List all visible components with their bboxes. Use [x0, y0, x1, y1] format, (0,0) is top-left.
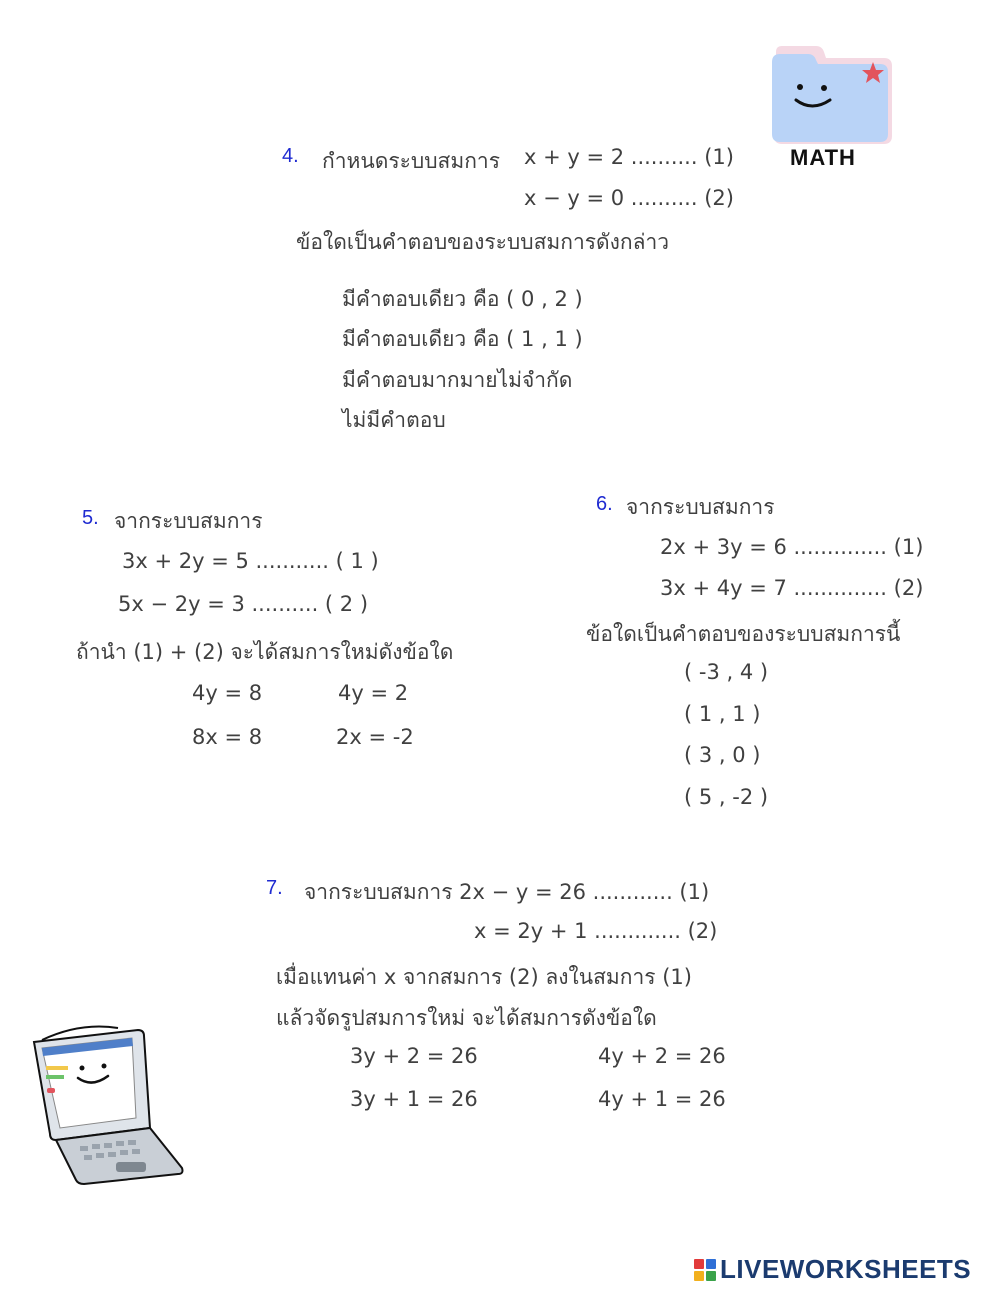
q4-option-4[interactable]: ไม่มีคำตอบ	[342, 408, 446, 432]
laptop-sticker	[20, 1018, 190, 1188]
q7-option-2[interactable]: 4y + 2 = 26	[598, 1044, 726, 1068]
q7-option-3[interactable]: 3y + 1 = 26	[350, 1087, 478, 1111]
q5-option-2[interactable]: 4y = 2	[338, 681, 409, 705]
q5-option-1[interactable]: 4y = 8	[192, 681, 263, 705]
q4-question: ข้อใดเป็นคำตอบของระบบสมการดังกล่าว	[296, 230, 670, 254]
liveworksheets-logo	[694, 1254, 971, 1285]
q5-option-4[interactable]: 2x = -2	[336, 725, 414, 749]
q5-question: ถ้านำ (1) + (2) จะได้สมการใหม่ดังข้อใด	[76, 640, 454, 664]
q4-option-1[interactable]: มีคำตอบเดียว คือ ( 0 , 2 )	[342, 287, 583, 311]
q5-option-3[interactable]: 8x = 8	[192, 725, 263, 749]
q4-equation-1: x + y = 2 .......... (1)	[524, 145, 734, 169]
q4-option-2[interactable]: มีคำตอบเดียว คือ ( 1 , 1 )	[342, 327, 583, 351]
math-label: MATH	[790, 145, 856, 170]
q6-prompt: จากระบบสมการ	[626, 495, 775, 519]
q7-number: 7.	[266, 877, 283, 899]
q7-option-1[interactable]: 3y + 2 = 26	[350, 1044, 478, 1068]
q6-option-3[interactable]: ( 3 , 0 )	[684, 743, 761, 767]
q4-prompt: กำหนดระบบสมการ	[322, 149, 501, 173]
q7-prompt: จากระบบสมการ 2x − y = 26 ............ (1)	[304, 880, 710, 904]
q4-option-3[interactable]: มีคำตอบมากมายไม่จำกัด	[342, 368, 573, 392]
q5-number: 5.	[82, 507, 99, 529]
q5-prompt: จากระบบสมการ	[114, 509, 263, 533]
q6-option-2[interactable]: ( 1 , 1 )	[684, 702, 761, 726]
q4-equation-2: x − y = 0 .......... (2)	[524, 186, 734, 210]
q4-number: 4.	[282, 145, 299, 167]
q7-line-2: แล้วจัดรูปสมการใหม่ จะได้สมการดังข้อใด	[276, 1006, 657, 1030]
q7-line-1: เมื่อแทนค่า x จากสมการ (2) ลงในสมการ (1)	[276, 965, 692, 989]
q6-option-1[interactable]: ( -3 , 4 )	[684, 660, 769, 684]
q6-equation-1: 2x + 3y = 6 .............. (1)	[660, 535, 924, 559]
q6-number: 6.	[596, 493, 613, 515]
logo-grid-icon	[694, 1259, 716, 1281]
q7-option-4[interactable]: 4y + 1 = 26	[598, 1087, 726, 1111]
q5-equation-1: 3x + 2y = 5 ........... ( 1 )	[122, 549, 379, 573]
logo-text: LIVEWORKSHEETS	[720, 1254, 972, 1284]
q7-equation-2: x = 2y + 1 ............. (2)	[474, 919, 718, 943]
q6-question: ข้อใดเป็นคำตอบของระบบสมการนี้	[586, 622, 901, 646]
q6-option-4[interactable]: ( 5 , -2 )	[684, 785, 769, 809]
q5-equation-2: 5x − 2y = 3 .......... ( 2 )	[118, 592, 369, 616]
q6-equation-2: 3x + 4y = 7 .............. (2)	[660, 576, 924, 600]
math-folder-sticker	[768, 40, 898, 150]
